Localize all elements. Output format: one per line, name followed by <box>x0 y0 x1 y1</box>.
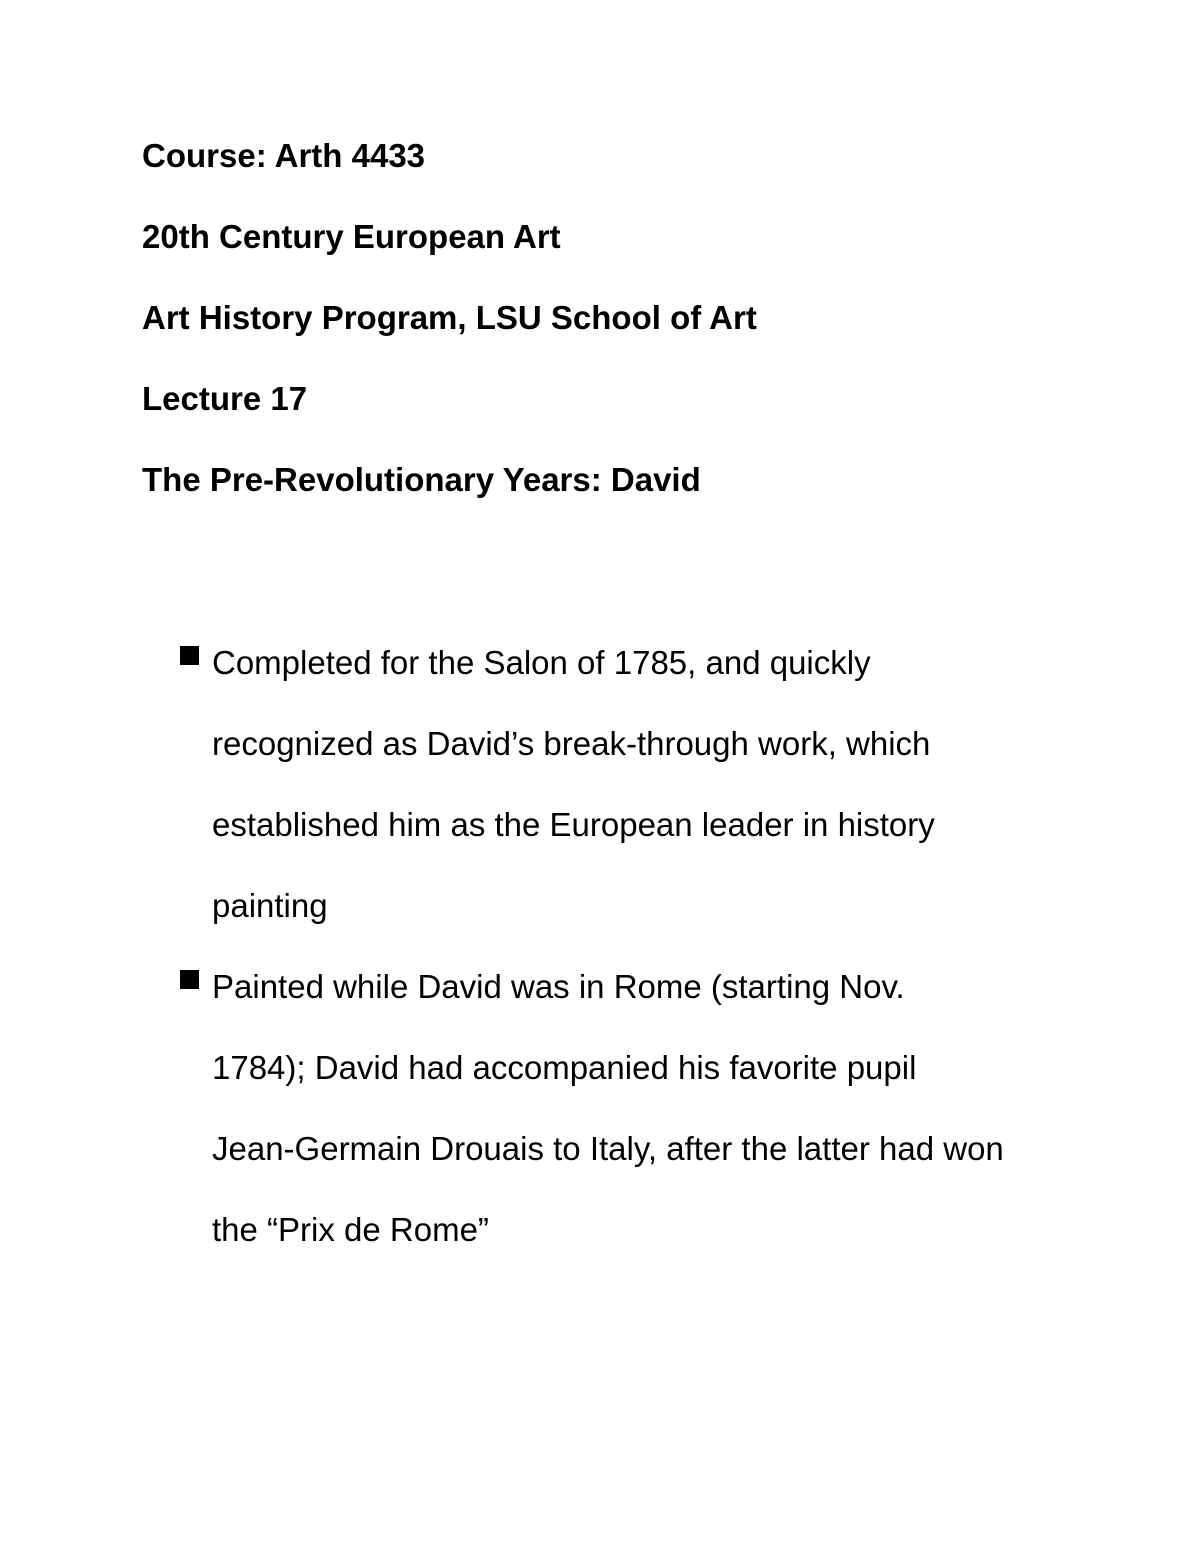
lecture-header <box>142 136 1102 541</box>
bullet-text-line: Painted while David was in Rome (starting Nov. <box>212 968 905 1005</box>
bullet-item <box>180 622 1100 946</box>
bullet-list <box>180 622 1100 1270</box>
lecture-number: Lecture 17 <box>142 380 308 417</box>
lecture-topic: The Pre-Revolutionary Years: David <box>142 461 701 498</box>
program-name: Art History Program, LSU School of Art <box>142 299 757 336</box>
bullet-text-line: 1784); David had accompanied his favorite pupil <box>212 1049 917 1086</box>
square-bullet-icon <box>180 970 199 989</box>
bullet-text-line: Jean-Germain Drouais to Italy, after the latter had won <box>212 1130 1004 1167</box>
bullet-text-line: established him as the European leader in history <box>212 806 935 843</box>
bullet-text-line: Completed for the Salon of 1785, and quickly <box>212 644 871 681</box>
course-title: 20th Century European Art <box>142 218 561 255</box>
bullet-text-line: recognized as David’s break-through work, which <box>212 725 931 762</box>
square-bullet-icon <box>180 646 199 665</box>
course-code: Course: Arth 4433 <box>142 137 426 174</box>
bullet-item <box>180 946 1100 1270</box>
bullet-text-line: painting <box>212 887 328 924</box>
bullet-text-line: the “Prix de Rome” <box>212 1211 489 1248</box>
